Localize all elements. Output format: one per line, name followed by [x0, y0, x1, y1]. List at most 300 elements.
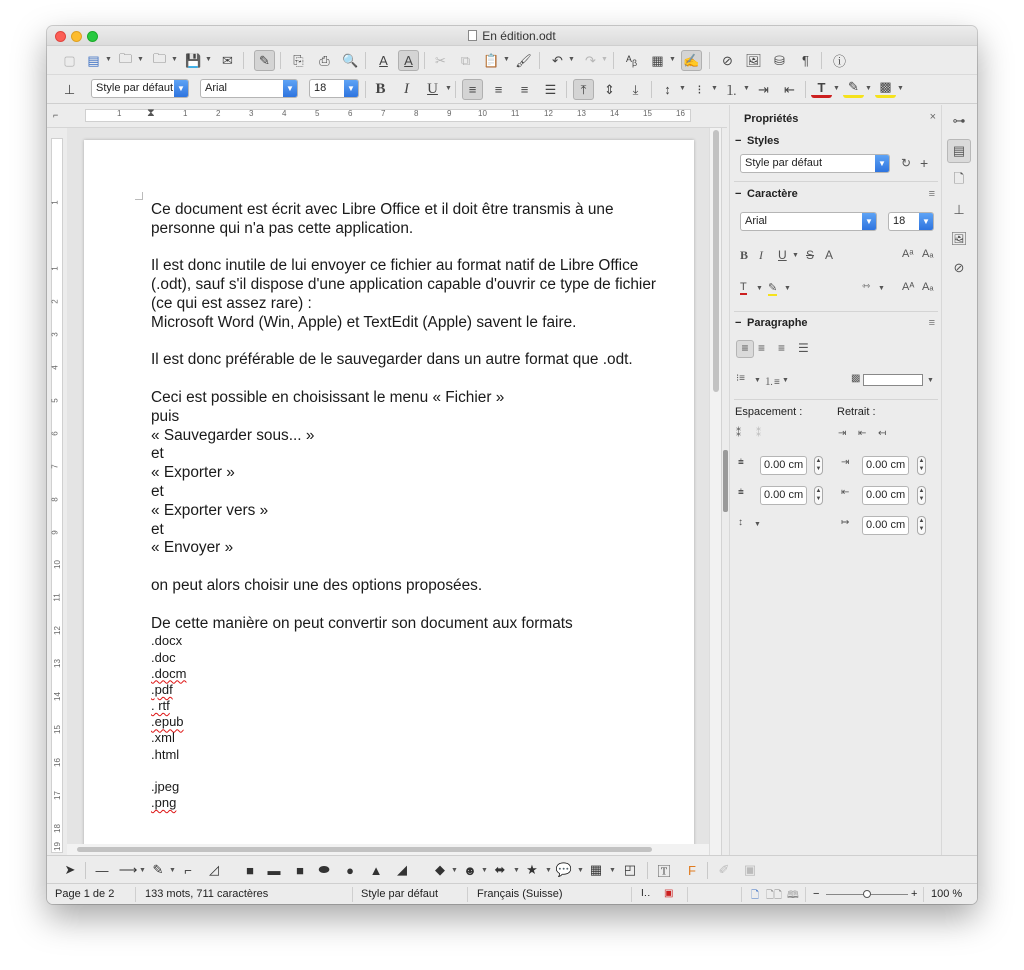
ruler-tick-label: 19	[52, 842, 62, 851]
ruler-tick-label: 7	[381, 109, 386, 118]
chevron-down-icon[interactable]: ▼	[139, 867, 146, 874]
sidebar-font-value: Arial	[745, 215, 768, 227]
show-draw-functions-icon[interactable]: ✍	[681, 50, 702, 71]
navigator-icon[interactable]: ⊘	[722, 52, 733, 68]
italic-icon[interactable]: I	[404, 81, 409, 97]
scrollbar-thumb[interactable]	[77, 847, 652, 852]
ruler-tick-label: 10	[478, 109, 487, 118]
paragraph-style-value: Style par défaut	[96, 82, 174, 94]
collapse-icon[interactable]: −	[735, 317, 742, 329]
ruler-tick-label: 1	[50, 266, 60, 271]
insert-mode-icon[interactable]: I‥	[641, 888, 651, 899]
text-line	[151, 333, 691, 352]
align-top-icon[interactable]: ⤒	[573, 79, 594, 100]
font-size-value: 18	[314, 82, 327, 94]
strikethrough-icon[interactable]: S	[806, 248, 815, 262]
ruler-tick-label: 10	[52, 560, 62, 569]
paragraph-section-header[interactable]	[735, 317, 808, 329]
stars-icon[interactable]: ★	[526, 862, 538, 877]
toolbar-separator	[707, 862, 708, 879]
underline-icon[interactable]: U	[427, 81, 438, 97]
before-text-indent-field[interactable]: 0.00 cm	[862, 456, 909, 475]
undo-icon[interactable]: ↶	[552, 52, 563, 68]
zoom-slider-thumb[interactable]	[863, 890, 871, 898]
ruler-tick-label: 11	[511, 109, 520, 118]
align-center-icon[interactable]: ≡	[494, 82, 503, 97]
chevron-down-icon[interactable]: ▼	[609, 867, 616, 874]
toolbar-separator	[651, 81, 652, 98]
insert-table-icon[interactable]: ▦	[651, 52, 664, 68]
styles-tab-icon[interactable]: ⊥	[953, 202, 965, 217]
ruler-tick-label: 4	[282, 109, 287, 118]
ruler-tick-label: 17	[52, 791, 62, 800]
document-text[interactable]	[151, 201, 691, 811]
single-page-view-icon[interactable]: 🗋	[751, 890, 760, 901]
ruler-tick-label: 16	[676, 109, 685, 118]
increase-indent-icon[interactable]: ⇥	[838, 428, 847, 439]
gallery-tab-icon[interactable]: 🖼	[950, 231, 968, 246]
language[interactable]: Français (Suisse)	[477, 888, 563, 900]
toolbar-separator	[455, 81, 456, 98]
chevron-down-icon[interactable]: ▼	[169, 867, 176, 874]
chevron-down-icon[interactable]: ▼	[445, 85, 452, 92]
ruler-tick-label: 9	[50, 530, 60, 535]
status-separator	[467, 887, 468, 902]
tab-stop-type-icon[interactable]: ⌐	[53, 110, 59, 120]
toolbar-separator	[613, 52, 614, 69]
document-icon	[468, 30, 477, 41]
superscript-icon[interactable]: Aᵃ	[902, 248, 914, 260]
text-line: on peut alors choisir une des options proposées.	[151, 576, 483, 594]
more-options-icon[interactable]: ≡	[928, 317, 935, 329]
ruler-tick-label: 15	[52, 725, 62, 734]
zoom-in-button[interactable]: +	[911, 888, 918, 900]
hanging-indent-icon[interactable]: ↤	[878, 428, 887, 439]
ruler-tick-label: 1	[183, 109, 188, 118]
anchor-icon[interactable]: ▣	[743, 862, 757, 877]
chevron-down-icon[interactable]: ▼	[756, 285, 763, 292]
fontwork-icon[interactable]: F	[688, 862, 696, 878]
cut-icon[interactable]: ✂	[435, 52, 446, 68]
chevron-down-icon[interactable]: ▼	[679, 85, 686, 92]
ruler-tick-label: 15	[643, 109, 652, 118]
rectangle-icon[interactable]: ■	[246, 862, 254, 878]
document-modified-icon[interactable]: ▣	[664, 888, 674, 899]
sidebar-style-combo[interactable]	[740, 154, 890, 173]
font-name-combo[interactable]	[200, 79, 298, 98]
ellipse-icon[interactable]: ⬬	[318, 862, 330, 877]
sidebar-splitter[interactable]	[721, 128, 729, 855]
text-line: Il est donc inutile de lui envoyer ce fichier au format natif de Libre Office	[151, 257, 639, 275]
formatting-toolbar	[47, 75, 977, 104]
ruler-tick-label: 3	[50, 332, 60, 337]
ruler-tick-label: 5	[50, 398, 60, 403]
page-style[interactable]: Style par défaut	[361, 888, 439, 900]
format-line: .png	[151, 795, 177, 811]
horizontal-scrollbar[interactable]	[67, 844, 709, 855]
export-pdf-icon[interactable]: ⎘	[293, 52, 304, 68]
increase-spacing-icon[interactable]: ⁑	[736, 428, 741, 439]
bullet-list-icon[interactable]: ⁝≡	[736, 373, 746, 384]
above-spacing-field[interactable]: 0.00 cm	[760, 456, 807, 475]
chevron-down-icon[interactable]: ▼	[503, 56, 510, 63]
flowchart-icon[interactable]: ▦	[589, 862, 603, 877]
circle-icon[interactable]: ●	[346, 862, 354, 878]
align-right-icon[interactable]: ≡	[520, 82, 529, 97]
after-text-indent-field[interactable]: 0.00 cm	[862, 486, 909, 505]
isosceles-triangle-icon[interactable]: ▲	[369, 862, 383, 878]
format-line: .pdf	[151, 681, 173, 697]
highlight-color-icon[interactable]: ✎	[768, 282, 778, 294]
format-line: .xml	[151, 730, 175, 746]
format-line	[151, 763, 691, 779]
align-bottom-icon[interactable]: ⤓	[632, 81, 639, 97]
styles-panel-icon[interactable]: ⊥	[63, 81, 76, 97]
chevron-down-icon[interactable]: ▼	[568, 56, 575, 63]
ruler-tick-label: 1	[50, 200, 60, 205]
chevron-down-icon[interactable]: ▼	[205, 56, 212, 63]
select-arrow-icon[interactable]: ➤	[64, 862, 76, 877]
toolbar-separator	[539, 52, 540, 69]
bold-icon[interactable]: B	[740, 248, 749, 262]
character-spacing-icon[interactable]: ⇿	[862, 281, 871, 292]
format-line: .docm	[151, 665, 187, 681]
ruler-tick-label: 4	[50, 365, 60, 370]
ruler-tick-label: 2	[50, 299, 60, 304]
auto-spellcheck-icon[interactable]: A	[398, 50, 419, 71]
format-line: .jpeg	[151, 779, 180, 795]
toolbar-separator	[85, 862, 86, 879]
line-arrow-icon[interactable]: ⟶	[118, 862, 138, 877]
status-separator	[923, 887, 924, 902]
section-divider	[734, 311, 938, 312]
block-arrows-icon[interactable]: ⬌	[494, 862, 506, 877]
chevron-down-icon[interactable]: ▼	[875, 155, 889, 172]
text-line: Ceci est possible en choisissant le menu « Fichier »	[151, 388, 505, 406]
paragraph-background-icon[interactable]: ▩	[851, 373, 861, 384]
justify-icon[interactable]: ☰	[798, 341, 809, 355]
page-tab-icon[interactable]: 🗋	[953, 171, 965, 186]
font-color-icon[interactable]: T	[811, 79, 832, 98]
text-boundary-corner	[135, 192, 143, 200]
font-size-combo[interactable]	[309, 79, 359, 98]
text-line	[151, 596, 691, 615]
text-line: puis	[151, 407, 180, 425]
ruler-tick-label: 12	[544, 109, 553, 118]
sidebar-settings-icon[interactable]: ⊶	[952, 113, 966, 128]
sidebar-size-combo[interactable]	[888, 212, 934, 231]
chevron-down-icon[interactable]: ▼	[743, 85, 750, 92]
square-icon[interactable]: ■	[296, 862, 304, 878]
below-spacing-field[interactable]: 0.00 cm	[760, 486, 807, 505]
close-icon[interactable]: ×	[929, 111, 936, 123]
ruler-tick-label: 14	[610, 109, 619, 118]
section-divider	[734, 181, 938, 182]
line-spacing-icon[interactable]: ↕	[664, 82, 671, 97]
align-middle-icon[interactable]: ⇕	[604, 81, 615, 97]
toolbar-separator	[821, 52, 822, 69]
collapse-icon[interactable]: −	[735, 135, 742, 147]
chevron-down-icon[interactable]: ▼	[577, 867, 584, 874]
symbol-shapes-icon[interactable]: ☻	[463, 862, 477, 878]
chevron-down-icon[interactable]: ▼	[919, 213, 933, 230]
before-text-indent-stepper[interactable]: ▲ ▼	[917, 456, 926, 475]
underline-icon[interactable]: U	[778, 248, 787, 262]
vertical-ruler[interactable]	[47, 128, 67, 855]
format-line: .epub	[151, 714, 184, 730]
toolbar-separator	[365, 81, 366, 98]
indent-label: Retrait :	[837, 406, 876, 418]
vertical-scrollbar[interactable]	[709, 128, 721, 855]
line-icon[interactable]: —	[95, 862, 109, 878]
properties-tab-icon[interactable]: ▤	[947, 139, 971, 163]
after-text-indent-icon: ⇤	[841, 487, 850, 498]
email-icon[interactable]: ✉	[222, 52, 233, 68]
status-separator	[135, 887, 136, 902]
character-section-title: Caractère	[747, 188, 798, 200]
print-preview-icon[interactable]: 🔍	[342, 52, 359, 68]
bold-icon[interactable]: B	[375, 81, 386, 97]
italic-icon[interactable]: I	[759, 248, 763, 262]
text-line: et	[151, 520, 164, 538]
below-spacing-stepper[interactable]: ▲ ▼	[814, 486, 823, 505]
chevron-down-icon[interactable]: ▼	[451, 867, 458, 874]
print-icon[interactable]: ⎙	[319, 52, 330, 68]
increase-indent-icon[interactable]: ⇥	[758, 81, 769, 97]
window-title: En édition.odt	[482, 29, 556, 43]
toggle-extrusion-icon[interactable]: ✐	[718, 862, 730, 877]
chevron-down-icon[interactable]: ▼	[754, 521, 761, 528]
find-replace-icon[interactable]: ᴬᵦ	[626, 53, 637, 68]
decrease-font-icon[interactable]: Aₐ	[922, 281, 934, 293]
freeform-curve-icon[interactable]: ✎	[152, 862, 164, 877]
text-line: « Sauvegarder sous... »	[151, 426, 315, 444]
text-line: (.odt), sauf s'il dispose d'une application capable d'ouvrir ce type de fichier	[151, 276, 657, 294]
zoom-out-button[interactable]: −	[813, 888, 820, 900]
status-separator	[741, 887, 742, 902]
align-left-icon[interactable]: ≡	[736, 340, 754, 358]
chevron-down-icon[interactable]: ▼	[833, 85, 840, 92]
ruler-tick-label: 8	[414, 109, 419, 118]
recent-folder-icon[interactable]: 🗀	[152, 50, 166, 66]
chevron-down-icon[interactable]: ▼	[105, 56, 112, 63]
text-line: et	[151, 482, 164, 500]
toolbar-separator	[365, 52, 366, 69]
insert-image-icon[interactable]: 🖼	[745, 52, 762, 68]
status-bar	[47, 883, 977, 904]
after-text-indent-stepper[interactable]: ▲ ▼	[917, 486, 926, 505]
decrease-indent-icon[interactable]: ⇤	[858, 428, 867, 439]
ruler-tick-label: 5	[315, 109, 320, 118]
spelling-icon[interactable]: A	[379, 53, 388, 68]
decrease-spacing-icon[interactable]: ⁑	[756, 428, 761, 439]
more-options-icon[interactable]: ≡	[928, 188, 935, 200]
paragraph-style-combo[interactable]	[91, 79, 189, 98]
splitter-grip[interactable]	[723, 450, 728, 512]
page-count[interactable]: Page 1 de 2	[55, 888, 115, 900]
paragraph-section-title: Paragraphe	[747, 317, 808, 329]
paste-icon[interactable]: 📋	[483, 52, 500, 68]
decrease-indent-icon[interactable]: ⇤	[784, 81, 795, 97]
above-spacing-icon: ⩧	[738, 457, 744, 468]
font-color-icon[interactable]: T	[740, 281, 747, 293]
app-window	[47, 26, 977, 904]
chevron-down-icon[interactable]: ▼	[878, 285, 885, 292]
formatting-marks-icon[interactable]: ¶	[802, 53, 809, 68]
ruler-tick-label: 18	[52, 824, 62, 833]
chevron-down-icon[interactable]: ▼	[513, 867, 520, 874]
navigator-tab-icon[interactable]: ⊘	[953, 260, 965, 275]
chevron-down-icon[interactable]: ▼	[601, 56, 608, 63]
help-info-icon[interactable]: ⓘ	[832, 54, 846, 69]
standard-toolbar	[47, 46, 977, 75]
subscript-icon[interactable]: Aₐ	[922, 248, 934, 260]
text-line: « Envoyer »	[151, 539, 234, 557]
sidebar-size-value: 18	[893, 215, 906, 227]
basic-shapes-icon[interactable]: ◆	[435, 862, 445, 877]
chevron-down-icon[interactable]: ▼	[865, 85, 872, 92]
text-line	[151, 370, 691, 389]
sidebar-title: Propriétés	[744, 113, 799, 125]
text-line	[151, 239, 691, 258]
bullet-list-icon[interactable]: ⁝	[697, 81, 702, 97]
chevron-down-icon[interactable]: ▼	[784, 285, 791, 292]
chevron-down-icon[interactable]: ▼	[897, 85, 904, 92]
format-line: .html	[151, 746, 180, 762]
format-line: . rtf	[151, 698, 170, 714]
ruler-tick-label: 11	[52, 593, 62, 602]
ruler-strip	[85, 109, 691, 122]
character-section-header[interactable]	[735, 188, 798, 200]
text-line: Ce document est écrit avec Libre Office et il doit être transmis à une	[151, 201, 614, 218]
ruler-tick-label: 7	[50, 464, 60, 469]
chevron-down-icon[interactable]: ▼	[174, 80, 188, 97]
increase-font-icon[interactable]: Aᴬ	[902, 281, 915, 293]
collapse-icon[interactable]: −	[735, 188, 742, 200]
first-line-indent-field[interactable]: 0.00 cm	[862, 516, 909, 535]
templates-icon[interactable]: ▤	[87, 52, 100, 68]
status-separator	[631, 887, 632, 902]
ruler-tick-label: 2	[216, 109, 221, 118]
new-style-icon[interactable]: +	[920, 155, 929, 171]
chevron-down-icon[interactable]: ▼	[283, 80, 297, 97]
copy-icon[interactable]: ⧉	[460, 52, 471, 68]
new-document-icon[interactable]: ▢	[63, 52, 76, 68]
chevron-down-icon[interactable]: ▼	[669, 56, 676, 63]
line-spacing-icon[interactable]: ↕	[738, 517, 743, 528]
ruler-tick-label: 14	[52, 692, 62, 701]
toolbar-separator	[243, 52, 244, 69]
zoom-level[interactable]: 100 %	[931, 888, 963, 900]
text-line: De cette manière on peut convertir son document aux formats	[151, 614, 573, 632]
ruler-tick-label: 8	[50, 497, 60, 502]
chevron-down-icon[interactable]: ▼	[782, 377, 789, 384]
multi-page-view-icon[interactable]: 🗋🗋	[766, 890, 783, 901]
update-style-icon[interactable]: ↻	[901, 156, 912, 170]
spacing-label: Espacement :	[735, 406, 803, 418]
numbered-list-icon[interactable]: ⒈	[724, 83, 738, 98]
chevron-down-icon[interactable]: ▼	[137, 56, 144, 63]
save-icon[interactable]: 💾	[185, 52, 202, 68]
background-color-icon[interactable]: ▩	[875, 79, 896, 98]
data-sources-icon[interactable]: ⛁	[774, 52, 785, 68]
document-page[interactable]	[84, 140, 694, 855]
numbered-list-icon[interactable]: ⒈≡	[764, 377, 780, 388]
status-separator	[687, 887, 688, 902]
book-view-icon[interactable]: 🕮	[787, 890, 799, 901]
below-spacing-icon: ⩧	[738, 487, 744, 498]
edit-mode-pencil-icon[interactable]: ✎	[254, 50, 275, 71]
section-divider	[734, 399, 938, 400]
above-spacing-stepper[interactable]: ▲ ▼	[814, 456, 823, 475]
text-box-icon[interactable]: 🅃	[657, 863, 671, 879]
chevron-down-icon[interactable]: ▼	[862, 213, 876, 230]
toolbar-separator	[566, 81, 567, 98]
horizontal-ruler[interactable]	[47, 105, 727, 128]
title-bar	[47, 26, 977, 46]
chevron-down-icon[interactable]: ▼	[754, 377, 761, 384]
chevron-down-icon[interactable]: ▼	[171, 56, 178, 63]
highlight-color-icon[interactable]: ✎	[843, 79, 864, 98]
styles-section-header[interactable]	[735, 135, 779, 147]
shadow-icon[interactable]: A	[825, 248, 834, 262]
clone-formatting-icon[interactable]: 🖌	[515, 52, 532, 68]
toolbar-separator	[647, 862, 648, 879]
open-folder-icon[interactable]: 🗀	[118, 50, 132, 66]
text-line: « Exporter vers »	[151, 501, 269, 519]
scrollbar-thumb[interactable]	[713, 130, 719, 392]
align-right-icon[interactable]: ≡	[778, 341, 786, 355]
align-center-icon[interactable]: ≡	[758, 341, 766, 355]
points-icon[interactable]: ◰	[623, 862, 637, 877]
ruler-tick-label: 6	[50, 431, 60, 436]
format-line: .docx	[151, 633, 183, 649]
chevron-down-icon[interactable]: ▼	[927, 377, 934, 384]
chevron-down-icon[interactable]: ▼	[711, 85, 718, 92]
indent-marker-icon[interactable]: ⧗	[147, 107, 155, 119]
text-line: « Exporter »	[151, 464, 235, 482]
ruler-tick-label: 3	[249, 109, 254, 118]
word-count[interactable]: 133 mots, 711 caractères	[145, 888, 269, 900]
text-line: (ce qui est assez rare) :	[151, 294, 312, 312]
ruler-tick-label: 1	[117, 109, 122, 118]
callouts-icon[interactable]: 💬	[555, 862, 573, 877]
align-left-icon[interactable]: ≡	[462, 79, 483, 100]
rounded-rectangle-icon[interactable]: ▬	[267, 862, 281, 878]
chevron-down-icon[interactable]: ▼	[481, 867, 488, 874]
chevron-down-icon[interactable]: ▼	[792, 252, 799, 259]
toolbar-separator	[424, 52, 425, 69]
bezier-curve-icon[interactable]: ⌐	[184, 862, 192, 878]
ruler-strip	[51, 138, 63, 853]
polygon-icon[interactable]: ◿	[209, 862, 219, 877]
ruler-tick-label: 6	[348, 109, 353, 118]
chevron-down-icon[interactable]: ▼	[344, 80, 358, 97]
sidebar-style-value: Style par défaut	[745, 157, 823, 169]
justify-icon[interactable]: ☰	[544, 81, 557, 97]
chevron-down-icon[interactable]: ▼	[545, 867, 552, 874]
text-line: et	[151, 445, 164, 463]
toolbar-separator	[709, 52, 710, 69]
redo-icon[interactable]: ↷	[585, 52, 596, 68]
text-line	[151, 558, 691, 577]
sidebar-font-combo[interactable]	[740, 212, 877, 231]
right-triangle-icon[interactable]: ◢	[397, 862, 407, 877]
document-area	[67, 128, 709, 855]
first-line-indent-stepper[interactable]: ▲ ▼	[917, 516, 926, 535]
background-color-swatch[interactable]	[863, 374, 923, 386]
ruler-tick-label: 13	[52, 659, 62, 668]
